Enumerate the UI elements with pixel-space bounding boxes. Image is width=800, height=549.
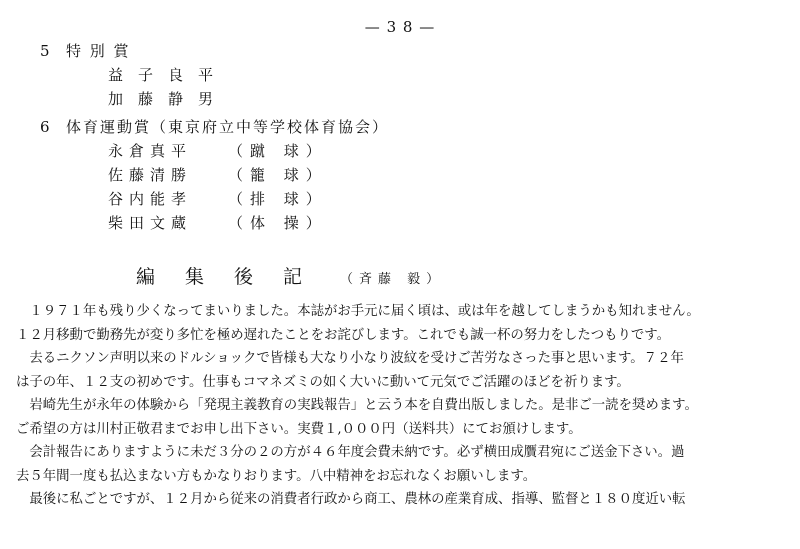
section-title: 特 別 賞 <box>66 42 131 60</box>
awardee-row <box>40 212 389 236</box>
awardee-sport: （排 球） <box>228 190 328 208</box>
section-heading <box>40 116 389 140</box>
paragraph-line: １２月移動で勤務先が変り多忙を極め遅れたことをお詫びします。これでも誠一杯の努力をしたつもりです。 <box>16 327 670 343</box>
paragraph-line: 去るニクソン声明以来のドルショックで皆様も大なり小なり波紋を受けご苦労なさった事と思います。７２年 <box>29 351 684 366</box>
awardee-row <box>40 88 228 112</box>
awardee-sport: （籠 球） <box>228 166 328 184</box>
awardee-name: 柴田文蔵 <box>108 214 193 232</box>
award-section-sports <box>40 116 389 236</box>
editorial-heading <box>136 262 445 289</box>
awardee-name: 永倉真平 <box>108 142 193 160</box>
editorial-body <box>16 300 786 512</box>
awardee-name: 益子良平 <box>108 66 229 84</box>
award-section-special <box>40 40 228 112</box>
awardee-name: 加藤静男 <box>108 90 229 108</box>
awardee-row <box>40 188 389 212</box>
editorial-title: 編集後記 <box>136 266 333 288</box>
paragraph-line: 最後に私ごとですが、１２月から従来の消費者行政から商工、農林の産業育成、指導、監督と１８０度近い転 <box>29 492 686 507</box>
awardee-sport: （体 操） <box>228 214 328 232</box>
section-heading <box>40 40 228 64</box>
awardee-row <box>40 140 389 164</box>
page-number: — 3 8 — <box>364 18 436 36</box>
paragraph-line: は子の年、１２支の初めです。仕事もコマネズミの如く大いに動いて元気でご活躍のほどを祈ります。 <box>16 374 630 390</box>
paragraph-line: 岩崎先生が永年の体験から「発現主義教育の実践報告」と云う本を自費出版しました。是非ご一読を奨めます。 <box>29 398 698 413</box>
section-title: 体育運動賞（東京府立中等学校体育協会） <box>66 118 390 136</box>
section-number: 5 <box>40 42 50 60</box>
paragraph-line: 去５年間一度も払込まない方もかなりおります。八中精神をお忘れなくお願いします。 <box>16 468 537 484</box>
paragraph-line: １９７１年も残り少くなってまいりました。本誌がお手元に届く頃は、或は年を越してしまうかも知れません。 <box>29 304 700 319</box>
awardee-name: 谷内能孝 <box>108 190 193 208</box>
section-number: 6 <box>40 118 50 136</box>
editorial-author: （斉藤 毅） <box>340 272 446 287</box>
paragraph-line: ご希望の方は川村正敬君までお申し出下さい。実費１,０００円（送料共）にてお頒けします。 <box>16 421 582 437</box>
awardee-sport: （蹴 球） <box>228 142 328 160</box>
awardee-name: 佐藤清勝 <box>108 166 193 184</box>
awardee-row <box>40 64 228 88</box>
paragraph-line: 会計報告にありますように未だ３分の２の方が４６年度会費未納です。必ず横田成贋君宛にご送金下さい。過 <box>29 445 685 460</box>
awardee-row <box>40 164 389 188</box>
